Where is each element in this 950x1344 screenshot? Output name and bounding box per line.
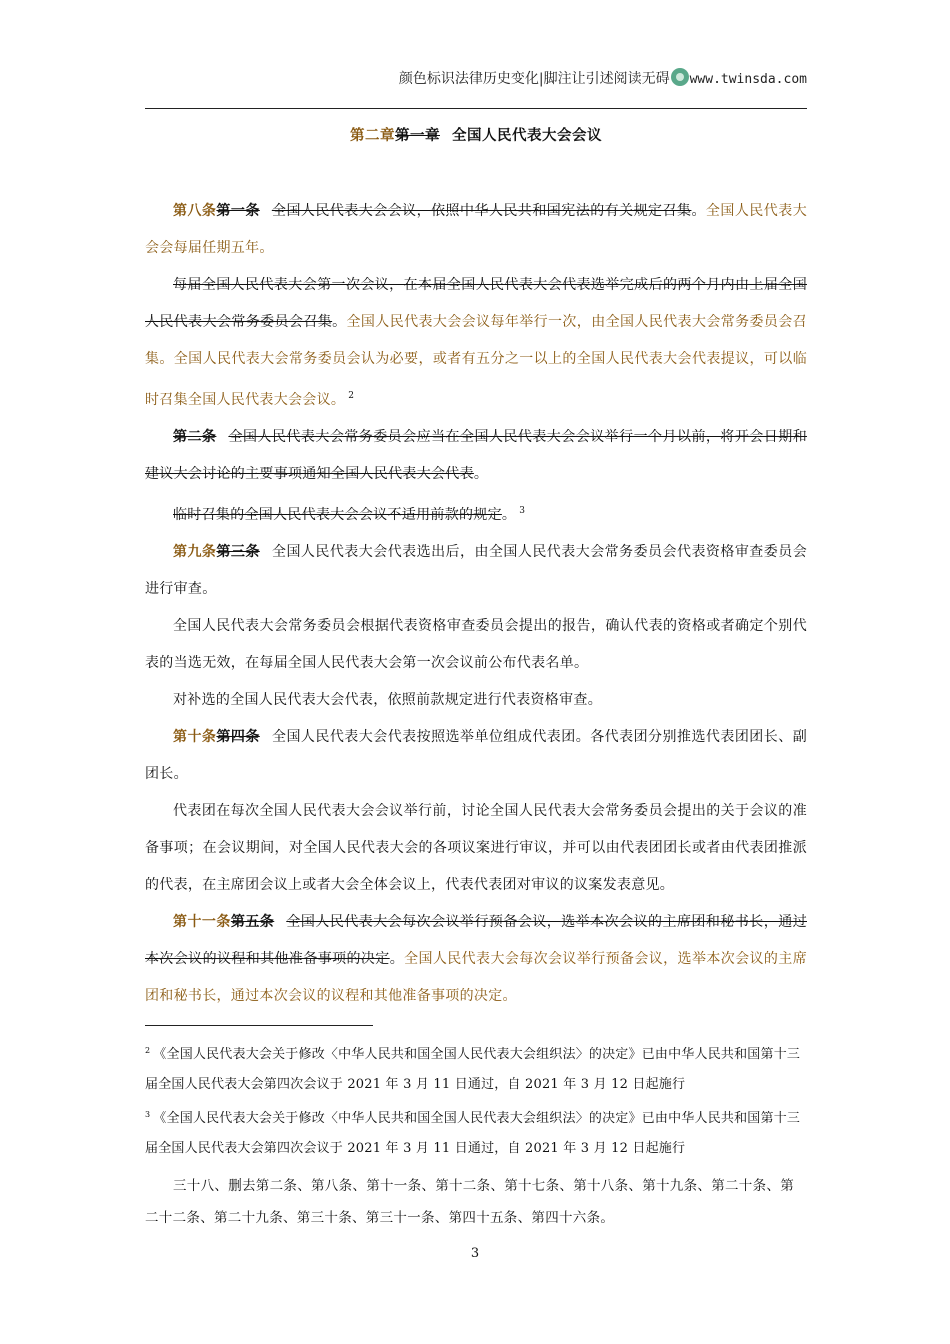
article-10-para-2 xyxy=(145,793,807,904)
article-text: 代表团在每次全国人民代表大会会议举行前，讨论全国人民代表大会常务委员会提出的关于会议的准备事项；在会议期间，对全国人民代表大会的各项议案进行审议，并可以由代表团团长或者由代表团推派的代表，在主席团会议上或者大会全体会议上，代表代表团对审议的议案发表意见。 xyxy=(145,803,807,893)
footnote-divider xyxy=(145,1025,373,1026)
article-old-number: 第四条 xyxy=(216,729,260,745)
article-8 xyxy=(145,193,807,267)
added-text: 全国人民代表大会每次会议举行预备会议，选举本次会议的主席团和秘书长，通过本次会议的议程和其他准备事项的决定。 xyxy=(145,951,807,1004)
footnote xyxy=(145,1036,807,1100)
article-text: 全国人民代表大会代表选出后，由全国人民代表大会常务委员会代表资格审查委员会进行审查。 xyxy=(145,544,808,597)
chapter-old-number: 第一章 xyxy=(395,127,440,144)
article-old-number: 第二条 xyxy=(173,429,217,445)
header-url[interactable]: www.twinsda.com xyxy=(689,72,807,87)
chapter-new-number: 第二章 xyxy=(350,127,395,144)
page-number: 3 xyxy=(470,1246,480,1261)
footnote-text: 《全国人民代表大会关于修改〈中华人民共和国全国人民代表大会组织法〉的决定》已由中华人民共和国第十三届全国人民代表大会第四次会议于 2021 年 3 月 11 日通过，自 2021 年 3 月 12 日起施行 xyxy=(145,1111,801,1156)
footnote xyxy=(145,1100,807,1164)
punctuation: 。 xyxy=(389,951,405,967)
footnotes xyxy=(145,1036,807,1234)
footnote-number: 3 xyxy=(145,1110,151,1119)
article-text: 全国人民代表大会常务委员会根据代表资格审查委员会提出的报告，确认代表的资格或者确定个别代表的当选无效，在每届全国人民代表大会第一次会议前公布代表名单。 xyxy=(145,618,807,671)
struck-text: 每届全国人民代表大会第一次会议，在本届全国人民代表大会代表选举完成后的两个月内由上届全国人民代表大会常务委员会召集 xyxy=(145,277,807,330)
article-9 xyxy=(145,534,807,608)
page-header xyxy=(145,68,807,94)
struck-text: 临时召集的全国人民代表大会会议不适用前款的规定 xyxy=(173,507,502,523)
footnote-ref[interactable]: 2 xyxy=(348,391,355,401)
twinsda-logo-icon xyxy=(671,68,689,86)
header-tagline: 颜色标识法律历史变化|脚注让引述阅读无碍 xyxy=(398,71,670,87)
article-new-number: 第九条 xyxy=(173,544,217,560)
article-11 xyxy=(145,904,807,1015)
article-text: 对补选的全国人民代表大会代表，依照前款规定进行代表资格审查。 xyxy=(173,692,602,708)
chapter-heading xyxy=(145,124,807,145)
deleted-article-2 xyxy=(145,419,807,493)
article-9-para-3 xyxy=(145,682,807,719)
chapter-title: 全国人民代表大会会议 xyxy=(452,127,602,144)
article-old-number: 第一条 xyxy=(216,203,260,219)
punctuation: 。 xyxy=(473,466,489,482)
article-new-number: 第十条 xyxy=(173,729,217,745)
article-new-number: 第十一条 xyxy=(173,914,231,930)
added-text: 全国人民代表大会会每届任期五年。 xyxy=(145,203,807,256)
footnote-continuation: 三十八、删去第二条、第八条、第十一条、第十二条、第十七条、第十八条、第十九条、第二十条、第二十二条、第二十九条、第三十条、第三十一条、第四十五条、第四十六条。 xyxy=(145,1178,794,1226)
article-text: 全国人民代表大会代表按照选举单位组成代表团。各代表团分别推选代表团团长、副团长。 xyxy=(145,729,808,782)
punctuation: 。 xyxy=(691,203,706,219)
footnote-text: 《全国人民代表大会关于修改〈中华人民共和国全国人民代表大会组织法〉的决定》已由中华人民共和国第十三届全国人民代表大会第四次会议于 2021 年 3 月 11 日通过，自 2021 年 3 月 12 日起施行 xyxy=(145,1047,801,1092)
struck-text: 全国人民代表大会常务委员会应当在全国人民代表大会会议举行一个月以前，将开会日期和建议大会讨论的主要事项通知全国人民代表大会代表 xyxy=(145,429,808,482)
footnote-number: 2 xyxy=(145,1046,151,1055)
added-text: 全国人民代表大会会议每年举行一次，由全国人民代表大会常务委员会召集。全国人民代表大会常务委员会认为必要，或者有五分之一以上的全国人民代表大会代表提议，可以临时召集全国人民代表大会会议。 xyxy=(145,314,807,408)
article-old-number: 第三条 xyxy=(216,544,260,560)
article-8-para-2 xyxy=(145,267,807,419)
document-body xyxy=(145,193,807,1015)
article-old-number: 第五条 xyxy=(230,914,275,930)
punctuation: 。 xyxy=(332,314,347,330)
punctuation: 。 xyxy=(501,507,517,523)
article-9-para-2 xyxy=(145,608,807,682)
struck-text: 全国人民代表大会每次会议举行预备会议，选举本次会议的主席团和秘书长，通过本次会议的议程和其他准备事项的决定 xyxy=(145,914,807,967)
footnote-ref[interactable]: 3 xyxy=(519,506,526,516)
deleted-article-2-para-2 xyxy=(145,493,807,534)
article-new-number: 第八条 xyxy=(173,203,217,219)
header-divider xyxy=(145,108,807,109)
article-10 xyxy=(145,719,807,793)
struck-text: 全国人民代表大会会议，依照中华人民共和国宪法的有关规定召集 xyxy=(271,203,692,219)
